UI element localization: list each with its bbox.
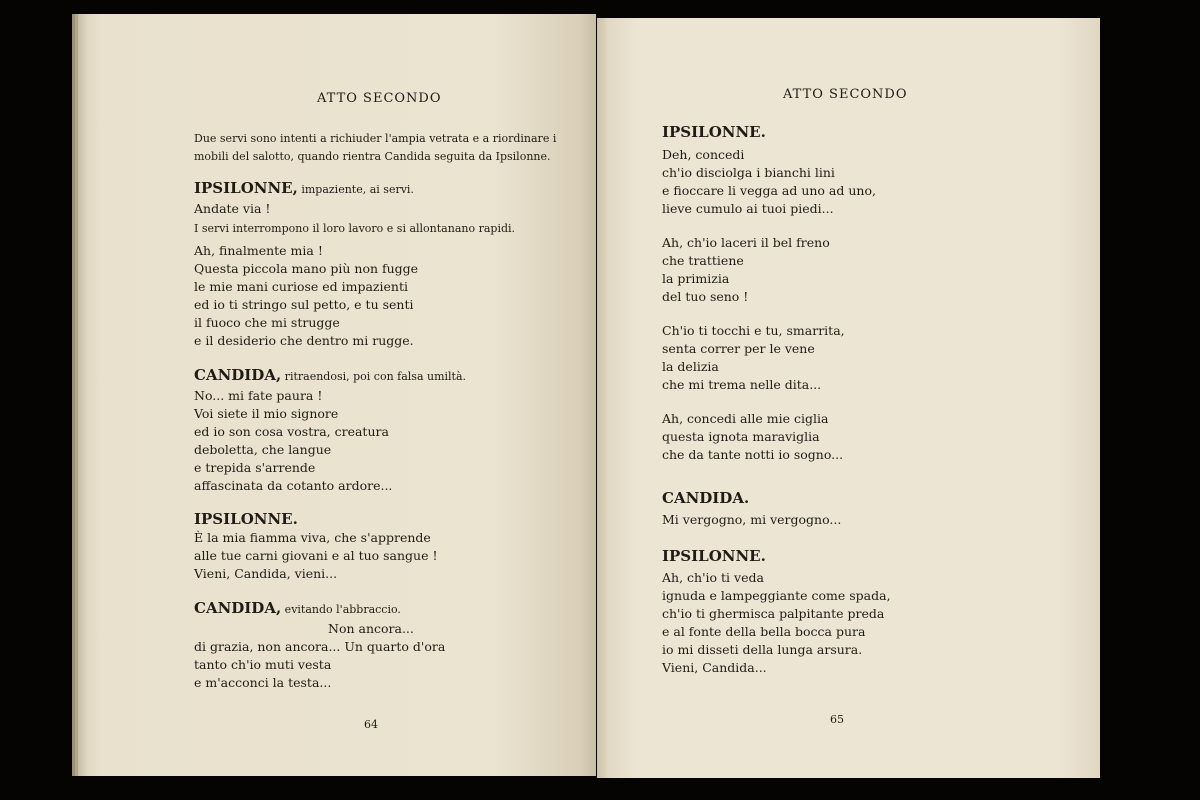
verse-line: ch'io ti ghermisca palpitante preda <box>662 606 885 621</box>
verse-line: del tuo seno ! <box>662 289 749 304</box>
verse-line: e al fonte della bella bocca pura <box>662 624 866 639</box>
speech-candida-2 <box>194 598 445 692</box>
verse-line: Vieni, Candida... <box>662 660 767 675</box>
verse-line: Ah, ch'io ti veda <box>662 570 764 585</box>
speech-candida-1 <box>194 365 466 495</box>
verse-line: che trattiene <box>662 253 744 268</box>
page-number: 65 <box>830 713 844 726</box>
verse-line: Ah, concedi alle mie ciglia <box>662 411 829 426</box>
verse-line: Deh, concedi <box>662 147 745 162</box>
left-page <box>78 14 596 776</box>
stage-direction-inline: ritraendosi, poi con falsa umiltà. <box>281 370 467 383</box>
right-page <box>597 18 1100 778</box>
speech-ipsilonne-4 <box>662 546 891 677</box>
stanza-1 <box>662 146 876 218</box>
verse-line: questa ignota maraviglia <box>662 429 820 444</box>
verse-line: il fuoco che mi strugge <box>194 315 340 330</box>
speaker-name: IPSILONNE. <box>662 547 766 565</box>
verse-line: affascinata da cotanto ardore... <box>194 478 393 493</box>
speech-ipsilonne-1 <box>194 178 414 218</box>
verse-line: Voi siete il mio signore <box>194 406 339 421</box>
speech-candida-3 <box>662 488 841 529</box>
verse-line: e il desiderio che dentro mi rugge. <box>194 333 414 348</box>
verse-line: e m'acconci la testa... <box>194 675 332 690</box>
verse-line: le mie mani curiose ed impazienti <box>194 279 408 294</box>
speech-ipsilonne-2 <box>194 509 438 583</box>
verse-line: la delizia <box>662 359 719 374</box>
running-head: ATTO SECONDO <box>317 91 442 106</box>
stanza-4 <box>662 410 876 464</box>
speaker-label: IPSILONNE, <box>194 179 298 197</box>
verse-line: Andate via ! <box>194 201 271 216</box>
verse-line: Mi vergogno, mi vergogno... <box>662 512 842 527</box>
verse-line: No... mi fate paura ! <box>194 388 323 403</box>
verse-line: Vieni, Candida, vieni... <box>194 566 338 581</box>
verse-line: alle tue carni giovani e al tuo sangue ! <box>194 548 438 563</box>
verse-line: Questa piccola mano più non fugge <box>194 261 419 276</box>
stage-direction: Due servi sono intenti a richiuder l'ampia vetrata e a riordinare i mobili del salotto, quando rientra Candida seguita da Ipsilonne. <box>194 132 557 163</box>
verse-line: senta correr per le vene <box>662 341 815 356</box>
stage-direction-inline: impaziente, ai servi. <box>297 183 414 196</box>
speaker-name: IPSILONNE. <box>194 510 298 528</box>
speaker-name: CANDIDA. <box>662 489 750 507</box>
verse-line: Ah, finalmente mia ! <box>194 243 323 258</box>
speaker-label: CANDIDA, <box>194 366 282 384</box>
verse-line: Ch'io ti tocchi e tu, smarrita, <box>662 323 845 338</box>
verse-line: ed io son cosa vostra, creatura <box>194 424 389 439</box>
speaker-name: IPSILONNE. <box>662 123 766 141</box>
speaker-name <box>194 598 445 620</box>
speech-ipsilonne-3 <box>662 122 876 464</box>
verse-line: che da tante notti io sogno... <box>662 447 844 462</box>
verse-line: ed io ti stringo sul petto, e tu senti <box>194 297 414 312</box>
verse-line: tanto ch'io muti vesta <box>194 657 332 672</box>
speaker-name <box>194 178 414 200</box>
verse-line: io mi disseti della lunga arsura. <box>662 642 863 657</box>
stage-direction-inline: evitando l'abbraccio. <box>281 603 401 616</box>
verse-lines <box>662 569 891 677</box>
verse-line: e trepida s'arrende <box>194 460 316 475</box>
page-number: 64 <box>364 718 378 731</box>
verse-line: È la mia fiamma viva, che s'apprende <box>194 530 431 545</box>
servants-stage-note: I servi interrompono il loro lavoro e si allontanano rapidi. <box>194 222 516 235</box>
verse-line: ignuda e lampeggiante come spada, <box>662 588 891 603</box>
verse-line: la primizia <box>662 271 730 286</box>
stanza-2 <box>662 234 876 306</box>
verse-line: di grazia, non ancora... Un quarto d'ora <box>194 639 446 654</box>
verse-line: e fioccare li vegga ad uno ad uno, <box>662 183 876 198</box>
verse-line: che mi trema nelle dita... <box>662 377 822 392</box>
running-head: ATTO SECONDO <box>783 87 908 102</box>
stanza-3 <box>662 322 876 394</box>
speech-ipsilonne-1-continued <box>194 242 418 350</box>
speaker-label: CANDIDA, <box>194 599 282 617</box>
verse-line: ch'io disciolga i bianchi lini <box>662 165 835 180</box>
verse-line: Ah, ch'io laceri il bel freno <box>662 235 830 250</box>
verse-line: lieve cumulo ai tuoi piedi... <box>662 201 834 216</box>
speaker-name <box>194 365 466 387</box>
verse-line: deboletta, che langue <box>194 442 332 457</box>
verse-line: Non ancora... <box>328 621 414 636</box>
